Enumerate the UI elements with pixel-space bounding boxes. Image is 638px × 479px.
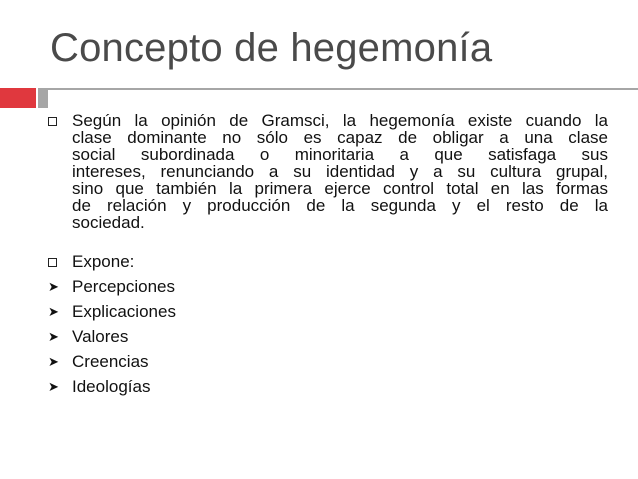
definition-line-4: intereses, renunciando a su identidad y a su cultura grupal, — [72, 162, 608, 181]
arrow-bullet-icon: ➤ — [48, 379, 59, 394]
arrow-bullet-icon: ➤ — [48, 329, 59, 344]
list-item — [48, 328, 608, 345]
definition-line-5: sino que también la primera ejerce control total en las formas — [72, 179, 608, 198]
expone-label: Expone: — [72, 252, 135, 271]
list-item-label: Explicaciones — [72, 302, 176, 321]
square-bullet-icon — [48, 112, 57, 129]
list-item — [48, 303, 608, 320]
definition-line-6: de relación y producción de la segunda y el resto de la — [72, 196, 608, 215]
list-item — [48, 353, 608, 370]
definition-line-2: clase dominante no sólo es capaz de obligar a una clase — [72, 128, 608, 147]
arrow-bullet-icon: ➤ — [48, 279, 59, 294]
title-divider-line — [38, 88, 638, 90]
arrow-bullet-icon: ➤ — [48, 304, 59, 319]
list-item-label: Creencias — [72, 352, 149, 371]
definition-line-1: Según la opinión de Gramsci, la hegemonía existe cuando la — [72, 111, 608, 130]
definition-line-3: social subordinada o minoritaria a que satisfaga sus — [72, 145, 608, 164]
list-item-label: Percepciones — [72, 277, 176, 296]
title-accent-red-bar — [0, 88, 36, 108]
square-bullet-icon — [48, 253, 57, 270]
slide-content — [48, 112, 608, 395]
title-accent-gray-block — [38, 88, 48, 108]
arrow-bullet-icon: ➤ — [48, 354, 59, 369]
expone-bullet — [48, 253, 608, 270]
list-item-label: Ideologías — [72, 377, 151, 396]
slide-title: Concepto de hegemonía — [50, 26, 493, 70]
list-item-label: Valores — [72, 327, 129, 346]
definition-bullet — [48, 112, 608, 231]
list-item — [48, 378, 608, 395]
definition-line-7: sociedad. — [72, 213, 145, 232]
list-item — [48, 278, 608, 295]
